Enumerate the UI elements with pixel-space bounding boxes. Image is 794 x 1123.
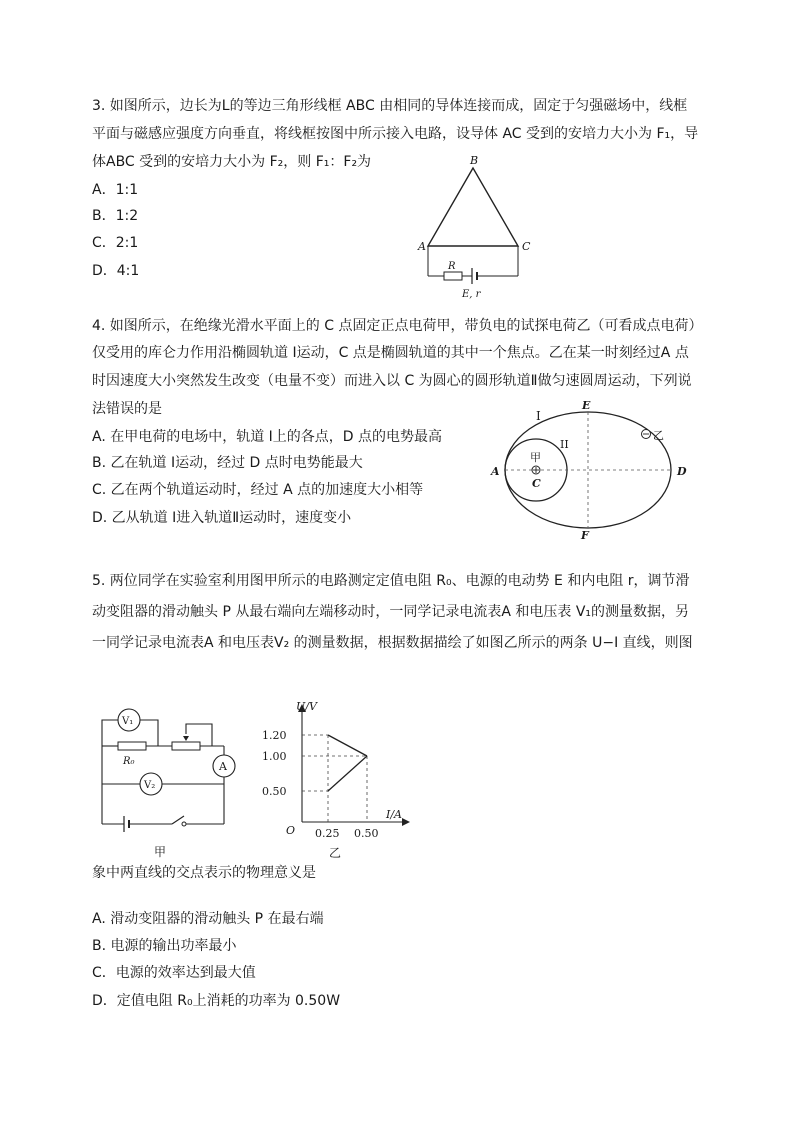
label-c: C — [522, 240, 531, 253]
q3-option-b: B．1:2 — [92, 208, 139, 224]
x-axis-label: I/A — [386, 808, 402, 821]
caption-yi: 乙 — [329, 846, 342, 860]
q5-line-4: 象中两直线的交点表示的物理意义是 — [92, 865, 316, 881]
tick-x-050: 0.50 — [354, 827, 379, 840]
q5-circuit-figure — [92, 706, 242, 866]
rheostat — [172, 742, 200, 750]
label-a: A — [418, 240, 426, 253]
q5-line-3: 一同学记录电流表A 和电压表V₂ 的测量数据，根据数据描绘了如图乙所示的两条 U−I 直线，则图 — [92, 635, 693, 651]
q5-option-b: B. 电源的输出功率最小 — [92, 938, 237, 954]
label-v2: V₂ — [144, 780, 156, 791]
q4-line-3: 时因速度大小突然发生改变（电量不变）而进入以 C 为圆心的圆形轨道Ⅱ做匀速圆周运动，下列说 — [92, 373, 692, 389]
label-d: D — [677, 465, 687, 478]
label-r: R — [448, 261, 456, 272]
label-f: F — [581, 529, 589, 542]
label-c: C — [532, 477, 541, 490]
y-axis-label: U/V — [296, 700, 317, 713]
q5-option-a: A. 滑动变阻器的滑动触头 P 在最右端 — [92, 911, 324, 927]
v1-wire-left — [102, 720, 118, 746]
label-b: B — [470, 154, 479, 167]
q3-line-2: 平面与磁感应强度方向垂直，将线框按图中所示接入电路，设导体 AC 受到的安培力大小为 F₁，导 — [92, 126, 699, 142]
line-v2 — [328, 756, 367, 791]
q3-line-3: 体ABC 受到的安培力大小为 F₂，则 F₁：F₂为 — [92, 154, 372, 170]
label-a: A — [491, 465, 500, 478]
q4-orbit-figure — [486, 398, 696, 543]
q4-option-d: D. 乙从轨道 Ⅰ进入轨道Ⅱ运动时，速度变小 — [92, 510, 352, 526]
q4-line-2: 仅受用的库仑力作用沿椭圆轨道 Ⅰ运动，C 点是椭圆轨道的其中一个焦点。乙在某一时刻经过A 点 — [92, 345, 689, 361]
q4-option-b: B. 乙在轨道 Ⅰ运动，经过 D 点时电势能最大 — [92, 455, 363, 471]
tick-x-025: 0.25 — [315, 827, 340, 840]
label-er: E, r — [462, 289, 481, 300]
q4-option-a: A. 在甲电荷的电场中，轨道 Ⅰ上的各点，D 点的电势最高 — [92, 429, 443, 445]
label-jia: 甲 — [530, 451, 541, 464]
tick-y-100: 1.00 — [262, 750, 287, 763]
switch-contact — [182, 822, 186, 826]
caption-jia: 甲 — [154, 845, 167, 859]
label-r0: R₀ — [123, 756, 135, 767]
q5-line-1: 5. 两位同学在实验室利用图甲所示的电路测定定值电阻 R₀、电源的电动势 E 和内电阻 r，调节滑 — [92, 573, 690, 589]
label-yi: 乙 — [653, 429, 664, 442]
q4-option-c: C. 乙在两个轨道运动时，经过 A 点的加速度大小相等 — [92, 482, 424, 498]
label-orbit-i: I — [536, 409, 541, 423]
label-orbit-ii: II — [560, 438, 569, 451]
q3-option-a: A．1:1 — [92, 182, 139, 198]
label-v1: V₁ — [122, 716, 134, 727]
q5-line-2: 动变阻器的滑动触头 P 从最右端向左端移动时，一同学记录电流表A 和电压表 V₁的测量数据，另 — [92, 604, 690, 620]
triangle-frame — [428, 168, 518, 246]
label-e: E — [582, 399, 591, 412]
q3-triangle-figure — [410, 150, 550, 305]
resistor-r — [444, 272, 462, 280]
q4-line-1: 4. 如图所示，在绝缘光滑水平面上的 C 点固定正点电荷甲，带负电的试探电荷乙（可看成点电荷） — [92, 318, 703, 334]
line-v1 — [328, 735, 367, 756]
label-a: A — [219, 760, 227, 773]
q3-line-1: 3. 如图所示，边长为L的等边三角形线框 ABC 由相同的导体连接而成，固定于匀强磁场中，线框 — [92, 98, 688, 114]
resistor-r0 — [118, 742, 146, 750]
x-arrow — [402, 818, 410, 826]
q3-option-c: C．2:1 — [92, 235, 139, 251]
origin-label: O — [286, 824, 296, 837]
tick-y-050: 0.50 — [262, 785, 287, 798]
q5-option-c: C．电源的效率达到最大值 — [92, 965, 256, 981]
q3-option-d: D．4:1 — [92, 263, 140, 279]
q4-line-4: 法错误的是 — [92, 401, 162, 417]
q5-ui-graph — [252, 696, 422, 866]
q5-option-d: D．定值电阻 R₀上消耗的功率为 0.50W — [92, 993, 341, 1009]
slider-arrow — [183, 736, 189, 741]
tick-y-120: 1.20 — [262, 729, 287, 742]
